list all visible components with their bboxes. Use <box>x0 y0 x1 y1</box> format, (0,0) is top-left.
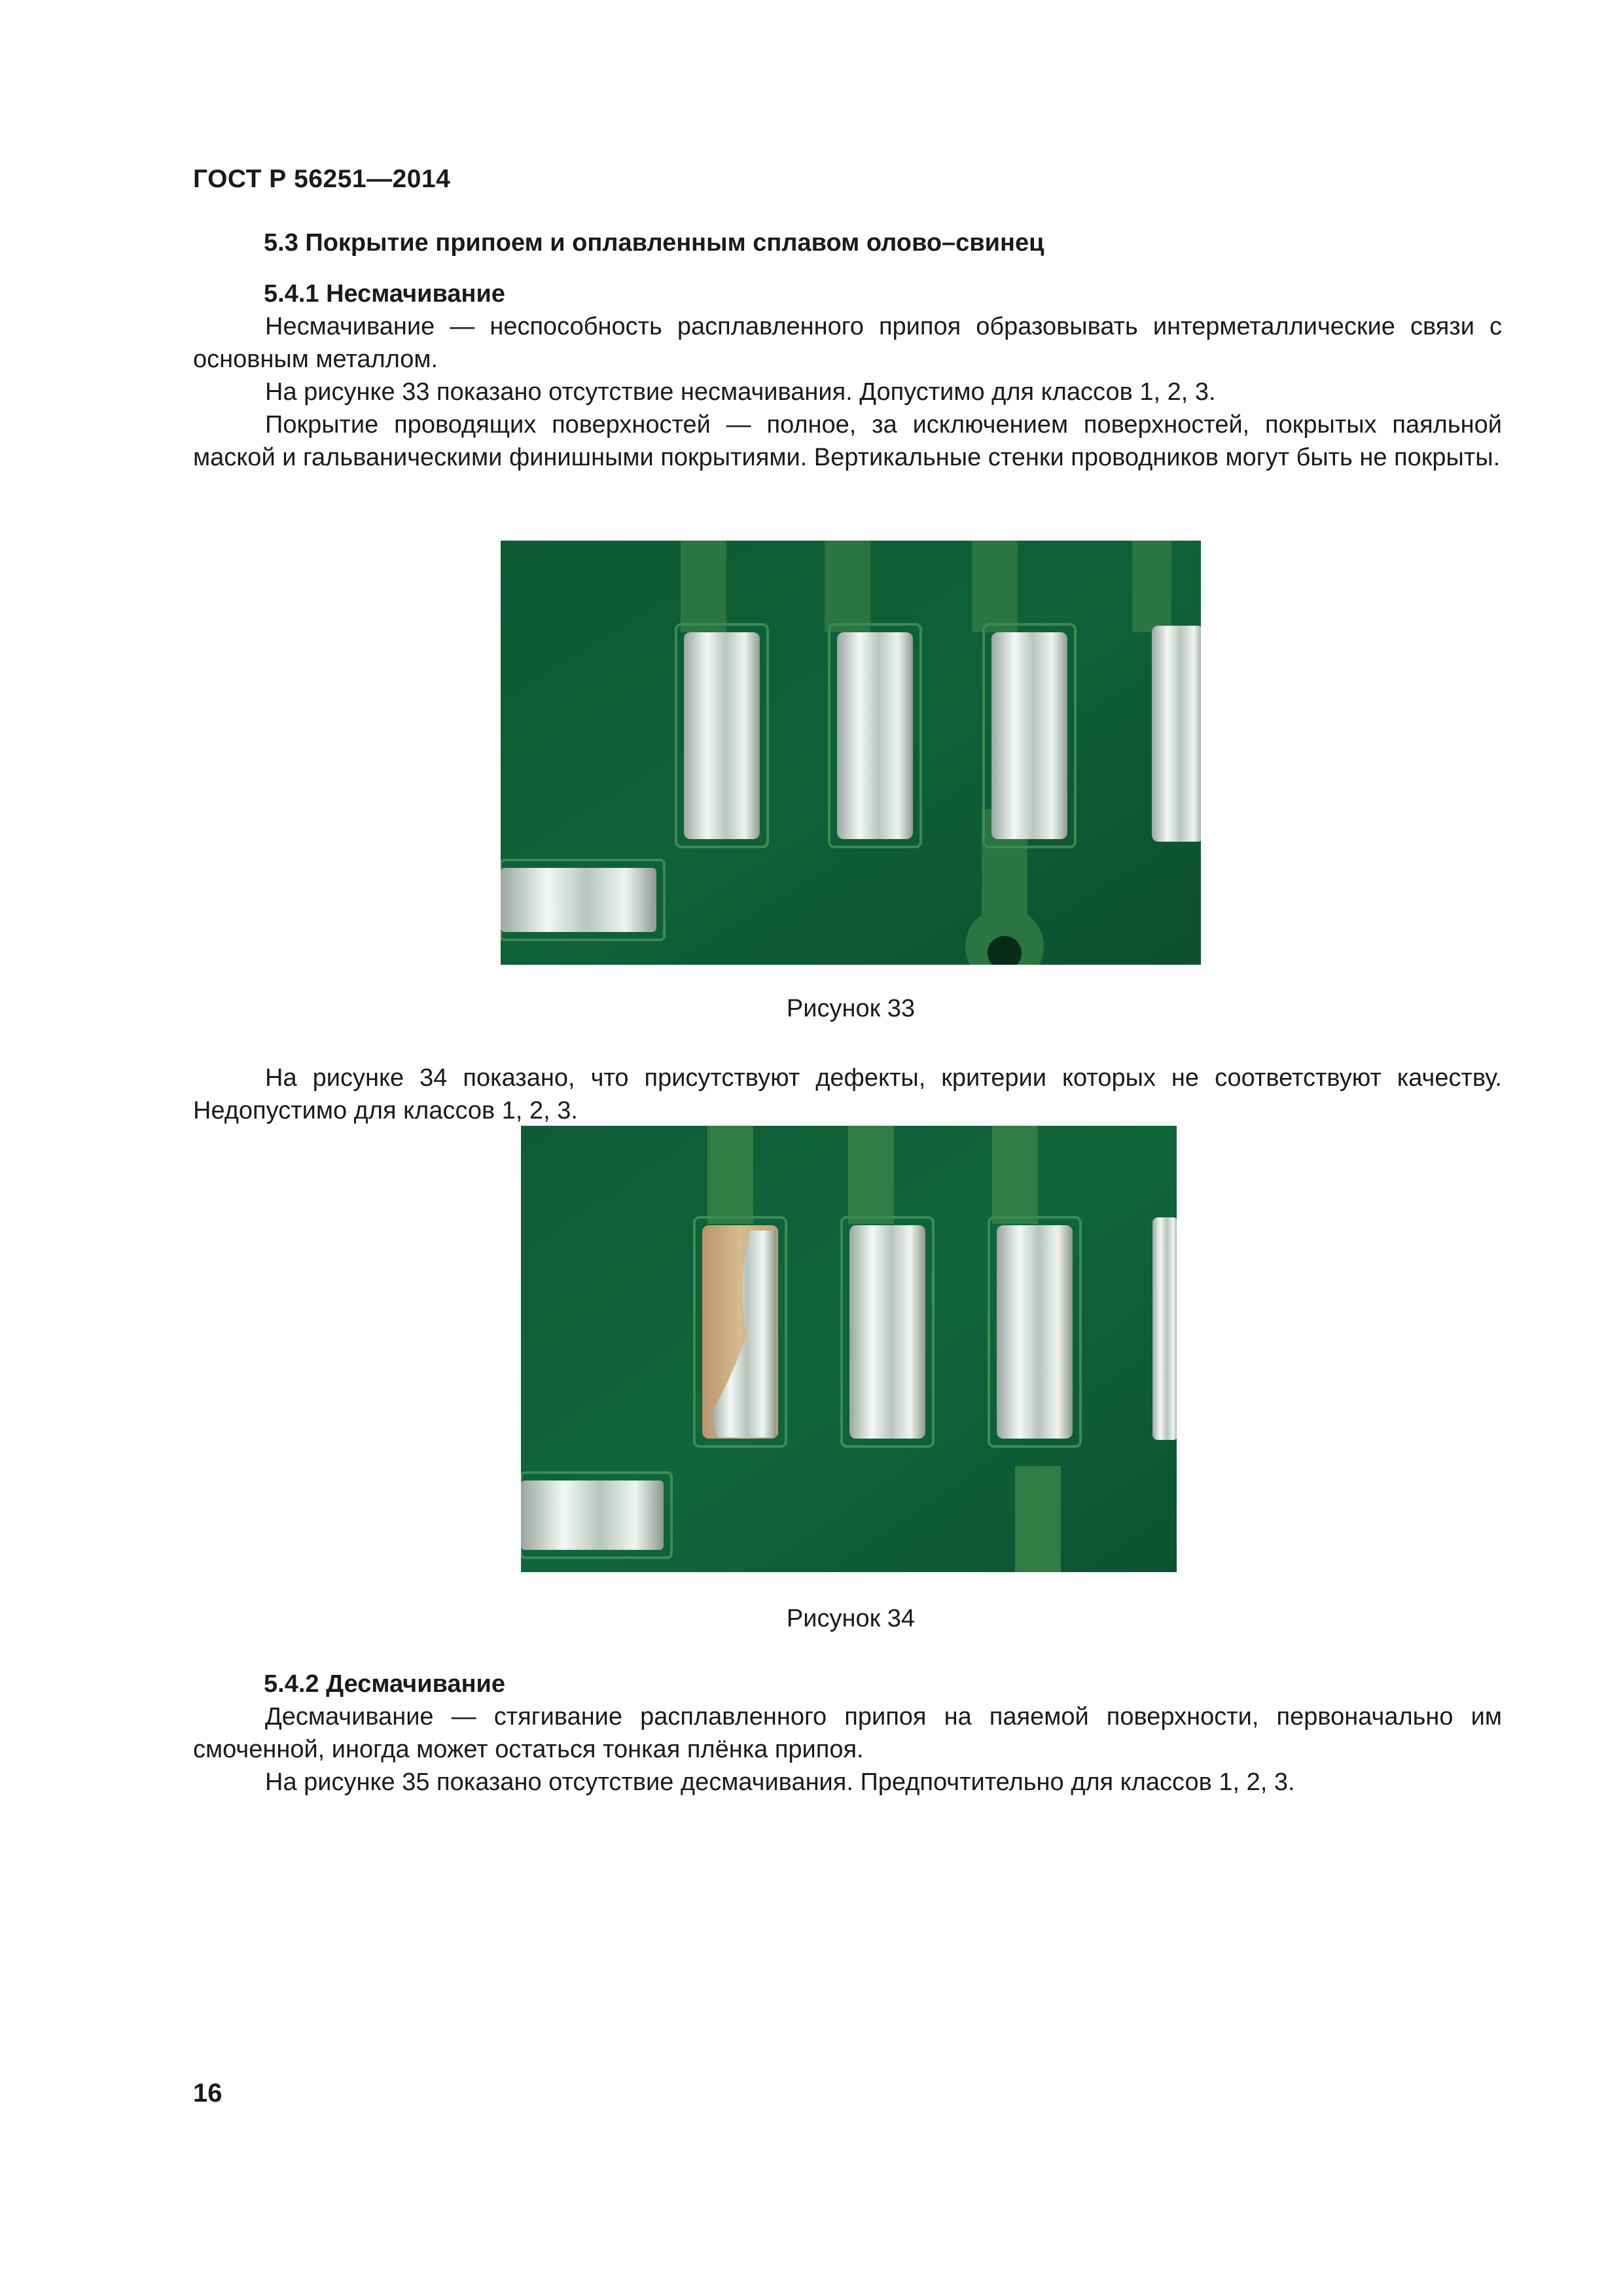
figure-34-photo <box>521 1126 1177 1572</box>
section-5-4-2-body <box>193 1700 1502 1799</box>
section-5-4-1-heading: 5.4.1 Несмачивание <box>264 280 505 308</box>
section-5-4-2-heading: 5.4.2 Десмачивание <box>264 1670 506 1698</box>
paragraph: На рисунке 34 показано, что присутствуют дефекты, критерии которых не соответствуют качеству. Недопустимо для классов 1, 2, 3. <box>193 1064 1502 1124</box>
figure-33-caption: Рисунок 33 <box>786 995 916 1022</box>
section-5-4-1-body <box>193 310 1502 474</box>
page-number: 16 <box>193 2079 223 2108</box>
paragraph: На рисунке 33 показано отсутствие несмачивания. Допустимо для классов 1, 2, 3. <box>265 378 1216 406</box>
document-standard-header: ГОСТ Р 56251—2014 <box>193 165 451 193</box>
figure-34-intro <box>193 1062 1502 1127</box>
paragraph: Несмачивание — неспособность расплавленного припоя образовывать интерметаллические связи с основным металлом. <box>193 313 1502 373</box>
paragraph: Десмачивание — стягивание расплавленного припоя на паяемой поверхности, первоначально им смоченной, иногда может остаться тонкая плёнка припоя. <box>193 1703 1502 1763</box>
figure-34-caption: Рисунок 34 <box>786 1605 916 1632</box>
paragraph: На рисунке 35 показано отсутствие десмачивания. Предпочтительно для классов 1, 2, 3. <box>265 1768 1295 1796</box>
figure-33-photo <box>501 541 1201 965</box>
paragraph: Покрытие проводящих поверхностей — полное, за исключением поверхностей, покрытых паяльной маской и гальваническими финишными покрытиями. Вертикальные стенки проводников могут быть не покрыты. <box>193 411 1502 471</box>
section-5-3-heading: 5.3 Покрытие припоем и оплавленным сплавом олово–свинец <box>264 229 1044 257</box>
